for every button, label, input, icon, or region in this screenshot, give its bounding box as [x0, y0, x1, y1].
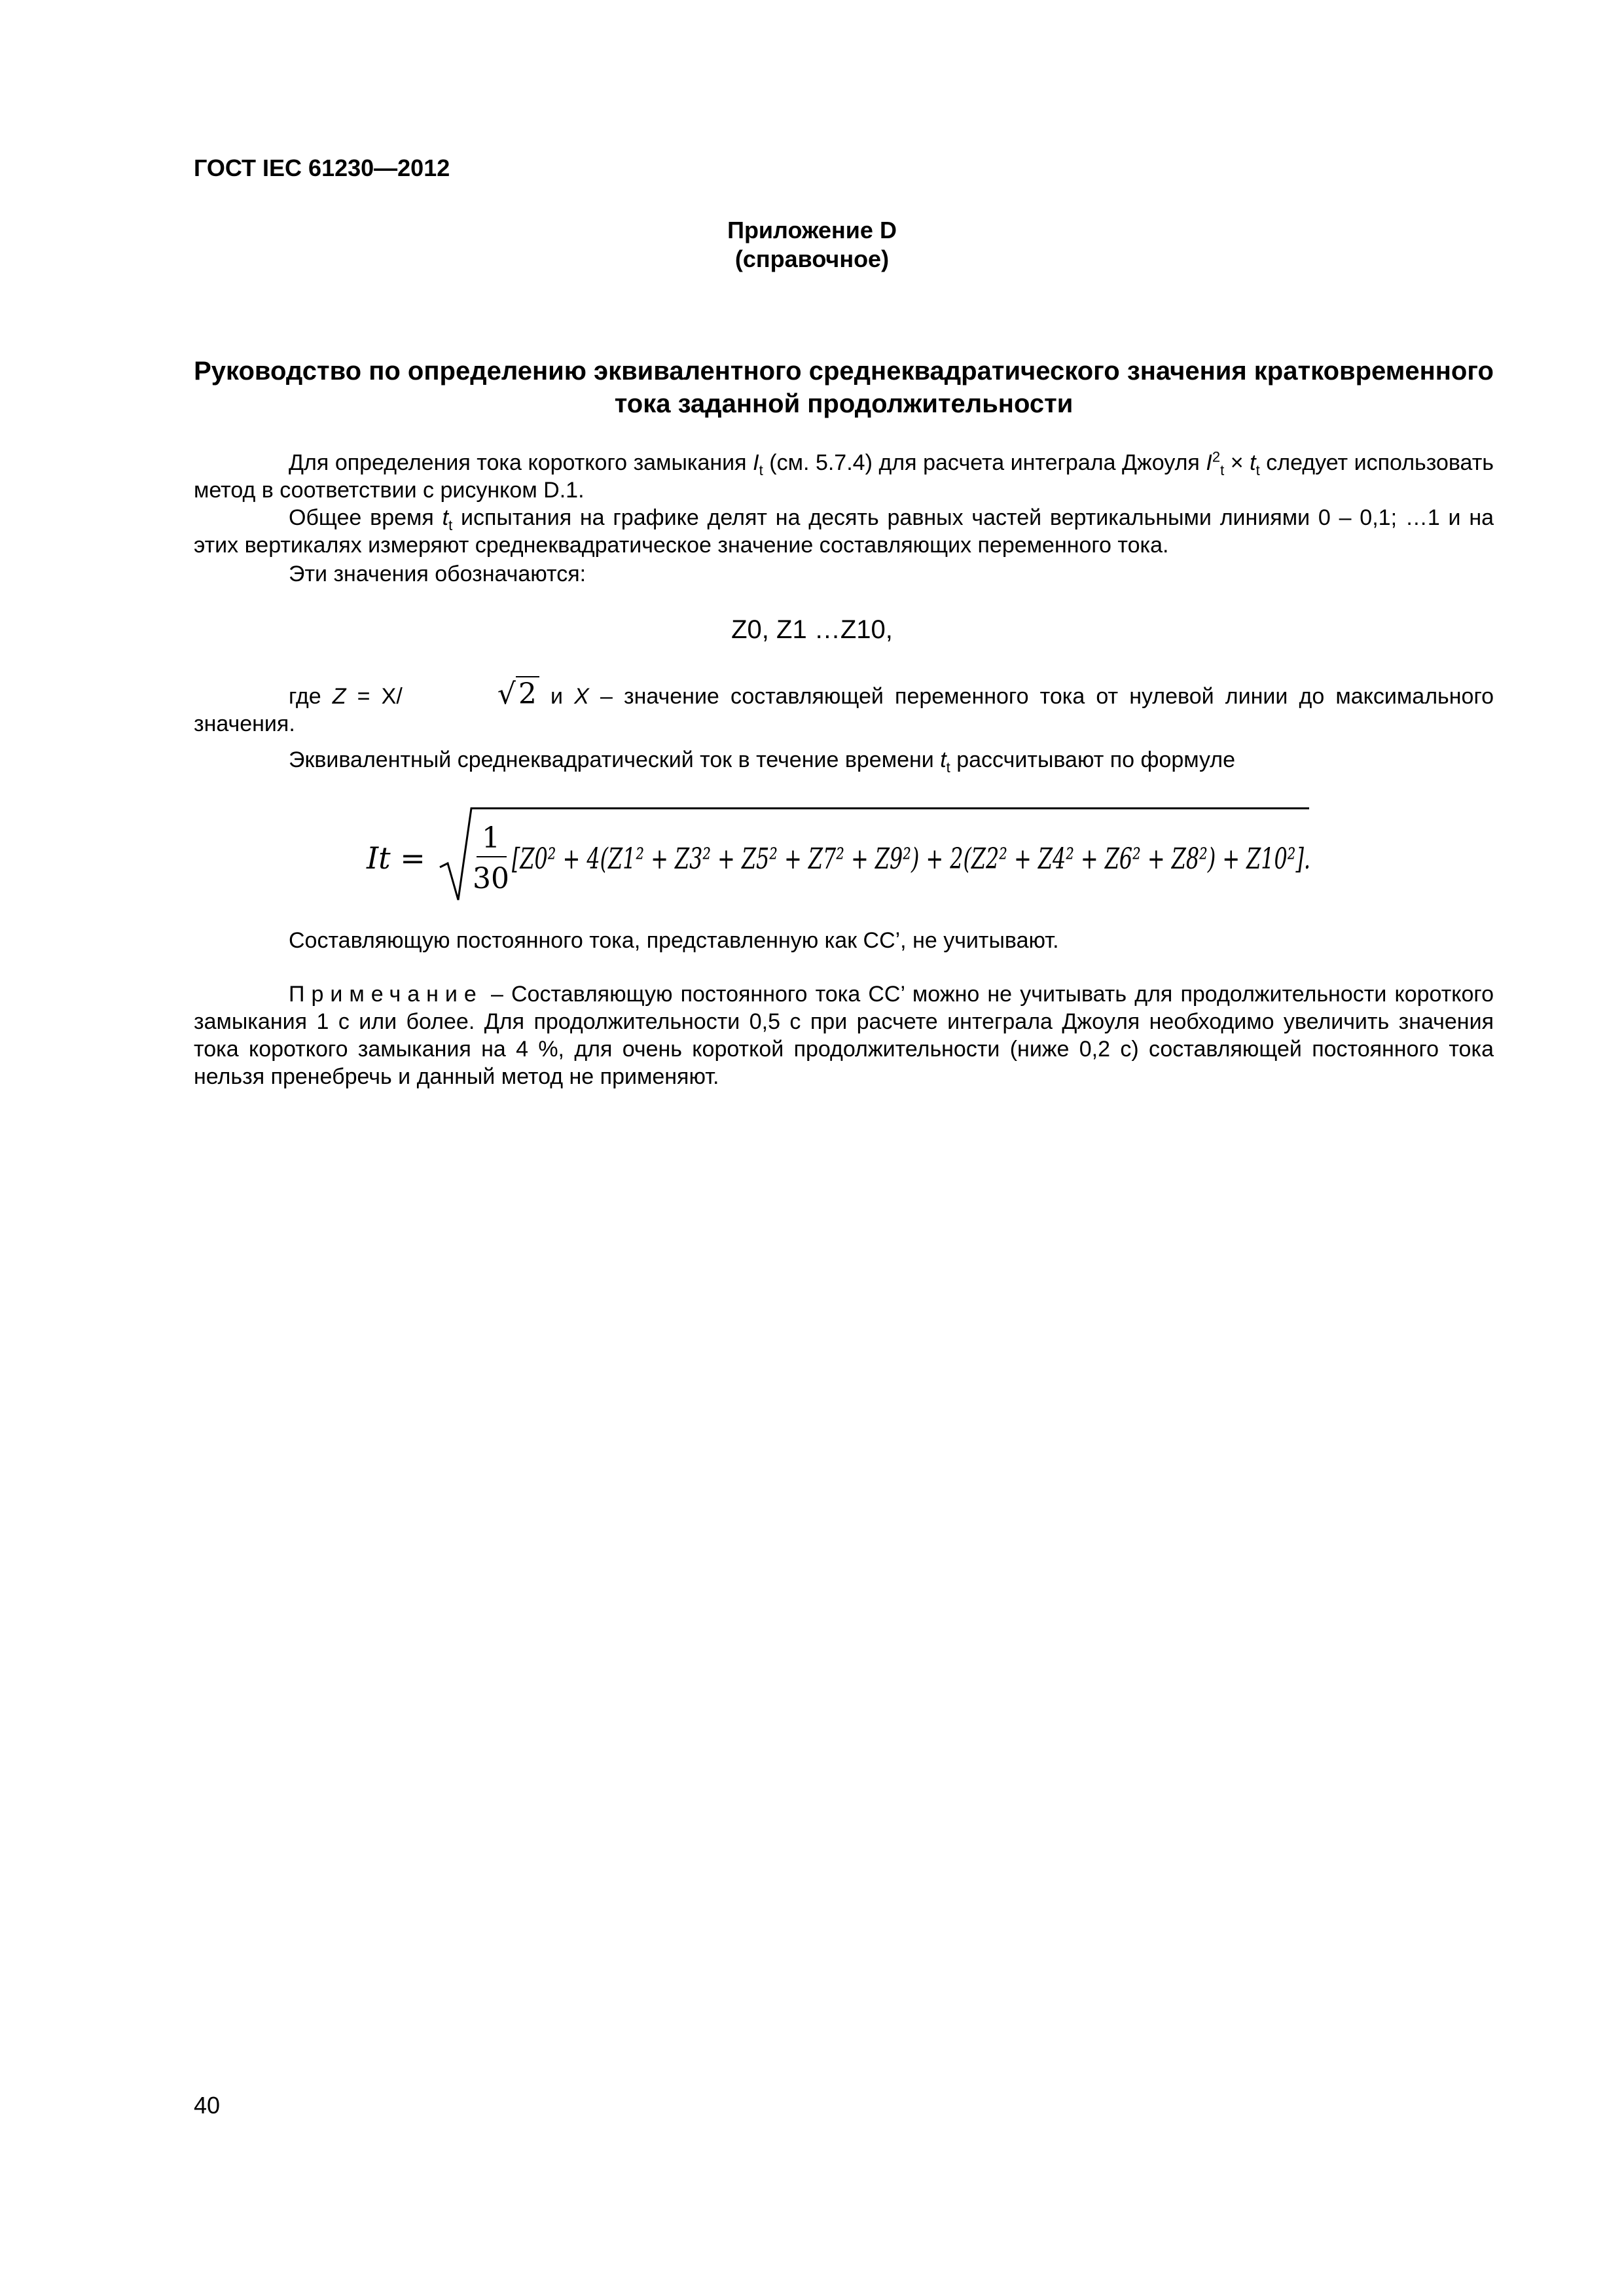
- symbol-tt: t: [442, 505, 449, 530]
- fraction-denominator: 30: [473, 862, 509, 895]
- paragraph-5-text-a: Эквивалентный среднеквадратический ток в течение времени: [289, 747, 941, 772]
- paragraph-5-text-b: рассчитывают по формуле: [950, 747, 1236, 772]
- paragraph-4-text-b: = X/: [346, 684, 403, 709]
- symbol-It: I: [753, 450, 759, 475]
- paragraph-2: Общее время $t_t$ испытания на графике делят на десять равных частей вертикальными линиями 0 – 0,1; …1 и на этих вертикалях измеряют среднеквадратическое значение составляющих переменного тока.: [194, 505, 1494, 558]
- paragraph-4: [194, 677, 1494, 738]
- page-number: 40: [194, 2092, 221, 2119]
- z-values-list: Z0, Z1 …Z10,: [731, 615, 893, 644]
- paragraph-1-text-c: следует использовать метод в соответствии с рисунком D.1.: [194, 450, 1494, 503]
- paragraph-1-text-b: (см. 5.7.4) для расчета интеграла Джоуля: [763, 450, 1206, 475]
- symbol-I2t: I: [1206, 450, 1212, 475]
- paragraph-4-text-d: – значение составляющей переменного тока от нулевой линии до максимального значения.: [194, 684, 1494, 736]
- paragraph-1-text-a: Для определения тока короткого замыкания: [289, 450, 753, 475]
- paragraph-5: Эквивалентный среднеквадратический ток в течение времени $t_t$ рассчитывают по формуле: [289, 747, 1236, 776]
- fraction-numerator: 1: [482, 821, 500, 855]
- paragraph-4-text-c: и: [539, 684, 575, 709]
- appendix-heading: [0, 216, 1624, 274]
- paragraph-4-text-a: где: [289, 684, 333, 709]
- formula-body: [Z0² + 4(Z1² + Z3² + Z5² + Z7² + Z9²) + 2(Z2² + Z4² + Z6² + Z8²) + Z10²].: [512, 842, 1310, 876]
- appendix-label: Приложение D: [727, 217, 897, 243]
- formula-lhs: It =: [367, 840, 425, 876]
- symbol-Z: Z: [332, 684, 346, 709]
- symbol-tt-2: t: [940, 747, 947, 772]
- paragraph-6: Составляющую постоянного тока, представленную как CC’, не учитывают.: [289, 928, 1059, 953]
- paragraph-2-text-b: испытания на графике делят на десять равных частей вертикальными линиями 0 – 0,1; …1 и на этих вертикалях измеряют среднеквадратическое значение составляющих переменного тока.: [194, 505, 1494, 558]
- note-text: – Составляющую постоянного тока CC’ можно не учитывать для продолжительности короткого замыкания 1 с или более. Для продолжительности 0,5 с при расчете интеграла Джоуля необходимо увеличить значения тока короткого замыкания на 4 %, для очень короткой продолжительности (ниже 0,2 с) составляющей постоянного тока нельзя пренебречь и данный метод не применяют.: [194, 982, 1494, 1089]
- note-label: Примечание: [289, 982, 483, 1007]
- rms-current-formula: [367, 802, 1414, 906]
- document-code: ГОСТ IEC 61230—2012: [194, 154, 450, 181]
- paragraph-2-text-a: Общее время: [289, 505, 442, 530]
- paragraph-3: Эти значения обозначаются:: [289, 562, 586, 586]
- appendix-type: (справочное): [734, 245, 890, 272]
- formula-graphic: [367, 802, 1414, 906]
- paragraph-1: Для определения тока короткого замыкания $I_t$ (см. 5.7.4) для расчета интеграла Джоуля $I^2_t \times t_t$ следует использовать метод в соответствии с рисунком D.1.: [194, 448, 1494, 503]
- sqrt-two: √2: [403, 681, 539, 708]
- section-title: Руководство по определению эквивалентного среднеквадратического значения кратковременного тока заданной продолжительности: [194, 357, 1494, 418]
- symbol-X: X: [574, 684, 589, 709]
- note: [194, 980, 1494, 1090]
